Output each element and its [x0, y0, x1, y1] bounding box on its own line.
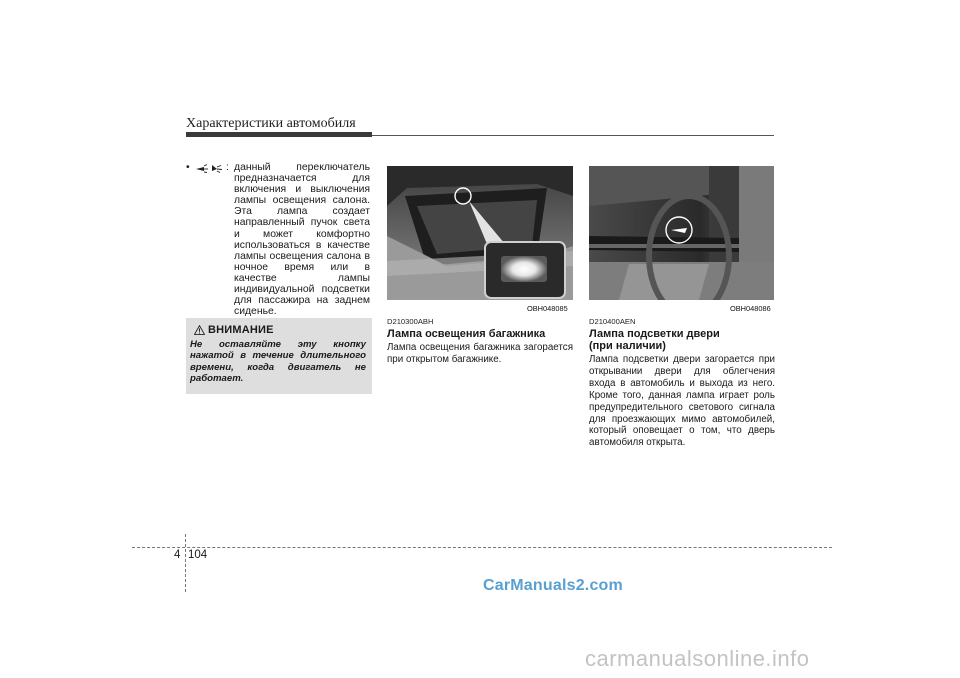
footer-divider — [185, 534, 186, 592]
door-section-id: D210400AEN — [589, 317, 636, 326]
trunk-lamp-photo — [387, 166, 573, 300]
page-number: 104 — [188, 549, 208, 561]
watermark-carmanualsonline[interactable]: carmanualsonline.info — [585, 646, 810, 671]
trunk-section-body: Лампа освещения багажника загорается при открытом багажнике. — [387, 342, 573, 365]
lamp-switch-icons — [195, 164, 225, 176]
lamp-right-icon — [212, 165, 222, 173]
watermark-carmanuals2[interactable]: CarManuals2.com — [483, 577, 623, 594]
chapter-number: 4 — [174, 549, 181, 561]
bullet-colon: : — [226, 162, 229, 173]
door-lamp-photo — [589, 166, 774, 300]
warning-body: Не оставляйте эту кнопку нажатой в течение длительного времени, когда двигатель не работает. — [190, 339, 366, 384]
door-photo-code: OBH048086 — [730, 304, 771, 313]
bullet-dot: • — [186, 162, 190, 173]
trunk-section-id: D210300ABH — [387, 317, 434, 326]
trunk-photo-code: OBH048085 — [527, 304, 568, 313]
door-section-title-line2: (при наличии) — [589, 340, 666, 352]
page-header-title: Характеристики автомобиля — [186, 116, 356, 131]
warning-triangle-icon — [194, 322, 205, 340]
bullet-text: данный переключатель предназначается для включения и выключения лампы освещения салона. Эта лампа создает направленный пучок света и может комфортно использоваться в качестве лампы освещения салона в ночное время или в качестве лампы индивидуальной подсветки для пассажира на заднем сиденье. — [234, 162, 370, 318]
footer-rule — [132, 547, 832, 548]
door-section-body: Лампа подсветки двери загорается при открывании двери для облегчения входа в автомобиль и выхода из него. Кроме того, данная лампа играет роль предупредительного светового сигнала для проезжающих мимо автомобилей, который оповещает о том, что дверь автомобиля открыта. — [589, 354, 775, 449]
door-section-title-line1: Лампа подсветки двери — [589, 328, 720, 340]
header-accent-bar — [186, 132, 372, 137]
lamp-left-icon — [196, 165, 208, 173]
warning-title: ВНИМАНИЕ — [208, 324, 274, 336]
trunk-section-title: Лампа освещения багажника — [387, 328, 546, 340]
door-section-title — [589, 328, 775, 352]
